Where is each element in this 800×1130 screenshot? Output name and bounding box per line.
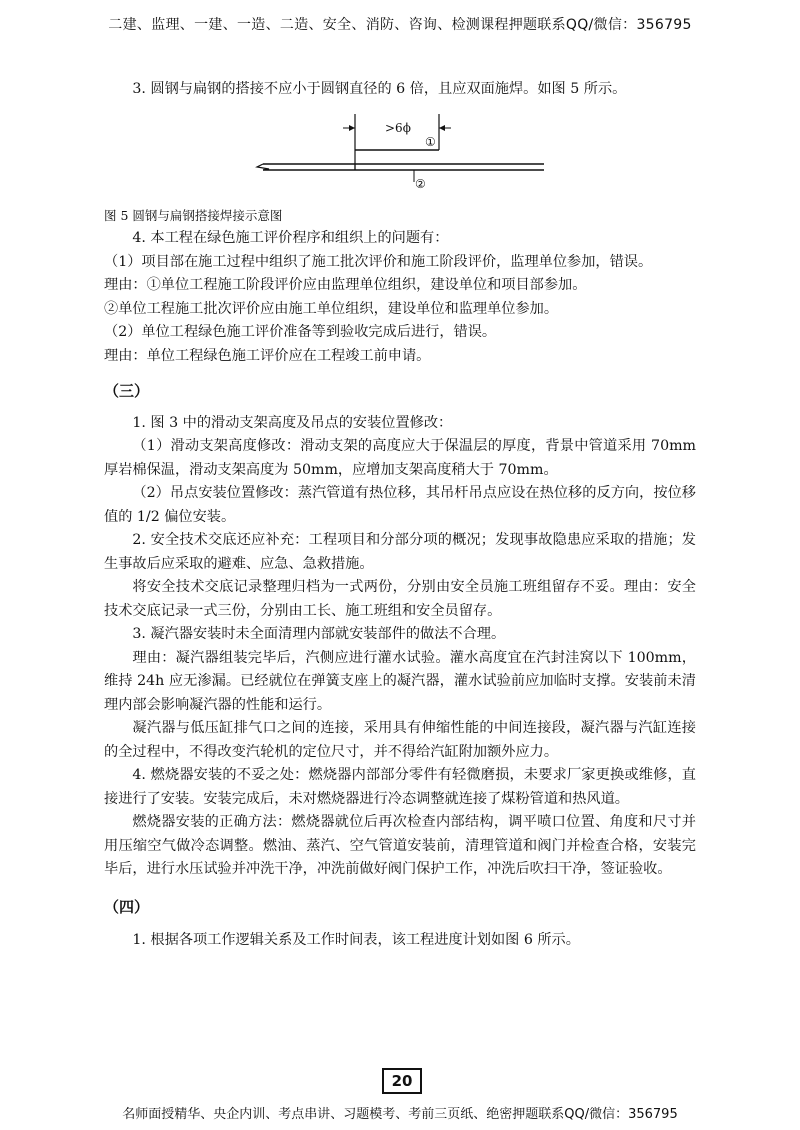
s3-q1b: （2）吊点安装位置修改：蒸汽管道有热位移，其吊杆吊点应设在热位移的反方向，按位移值的 1/2 偏位安装。 — [104, 485, 696, 525]
s3-q3b: 理由：凝汽器组装完毕后，汽侧应进行灌水试验。灌水高度宜在汽封洼窝以下 100mm，维持 24h 应无渗漏。已经就位在弹簧支座上的凝汽器，灌水试验前应加临时支撑。安装前未清理内部会影响凝汽器的性能和运行。 — [104, 649, 696, 713]
dimension-label: >6ϕ — [385, 120, 411, 135]
page-footer: 名师面授精华、央企内训、考点串讲、习题模考、考前三页纸、绝密押题联系QQ/微信：356795 — [122, 1107, 678, 1122]
s3-q3c: 凝汽器与低压缸排气口之间的连接，采用具有伸缩性能的中间连接段，凝汽器与汽缸连接的全过程中，不得改变汽轮机的定位尺寸，并不得给汽缸附加额外应力。 — [104, 720, 696, 760]
section-4-title: （四） — [104, 897, 150, 916]
figure-5 — [104, 108, 696, 204]
section-3-title: （三） — [104, 382, 150, 400]
figure-caption: 图 5 圆钢与扁钢搭接焊接示意图 — [104, 207, 283, 223]
marker-1: ① — [425, 134, 436, 149]
s3-q4: 4. 燃烧器安装的不妥之处：燃烧器内部部分零件有轻微磨损，未要求厂家更换或维修，直接进行了安装。安装完成后，未对燃烧器进行冷态调整就连接了煤粉管道和热风道。 — [104, 767, 696, 807]
s4-q1: 1. 根据各项工作逻辑关系及工作时间表，该工程进度计划如图 6 所示。 — [132, 932, 580, 948]
page-header: 二建、监理、一建、一造、二造、安全、消防、咨询、检测课程押题联系QQ/微信：356795 — [108, 17, 692, 33]
green-point-2: （2）单位工程绿色施工评价准备等到验收完成后进行，错误。 — [104, 324, 497, 340]
page-content — [104, 78, 696, 953]
s3-q1: 1. 图 3 中的滑动支架高度及吊点的安装位置修改： — [132, 414, 453, 431]
page-number: 20 — [382, 1068, 422, 1094]
s3-q2b: 将安全技术交底记录整理归档为一式两份，分别由安全员施工班组留存不妥。理由：安全技术交底记录一式三份，分别由工长、施工班组和安全员留存。 — [104, 579, 696, 619]
green-reason-2: ②单位工程施工批次评价应由施工单位组织，建设单位和监理单位参加。 — [104, 300, 559, 317]
s3-q4b: 燃烧器安装的正确方法：燃烧器就位后再次检查内部结构，调平喷口位置、角度和尺寸并用压缩空气做冷态调整。燃油、蒸汽、空气管道安装前，清理管道和阀门并检查合格，安装完毕后，进行水压试验并冲洗干净，冲洗前做好阀门保护工作，冲洗后吹扫干净，签证验收。 — [104, 814, 696, 877]
item-3-text: 3. 圆钢与扁钢的搭接不应小于圆钢直径的 6 倍，且应双面施焊。如图 5 所示。 — [132, 81, 627, 97]
marker-2: ② — [415, 176, 426, 191]
weld-diagram — [239, 108, 559, 204]
s3-q1a: （1）滑动支架高度修改：滑动支架的高度应大于保温层的厚度，背景中管道采用 70mm 厚岩棉保温，滑动支架高度为 50mm，应增加支架高度稍大于 70mm。 — [104, 438, 696, 478]
item-4-heading: 4. 本工程在绿色施工评价程序和组织上的问题有： — [132, 230, 449, 246]
s3-q3: 3. 凝汽器安装时未全面清理内部就安装部件的做法不合理。 — [132, 626, 506, 642]
green-reason-3: 理由：单位工程绿色施工评价应在工程竣工前申请。 — [104, 347, 431, 364]
green-reason-1: 理由：①单位工程施工阶段评价应由监理单位组织，建设单位和项目部参加。 — [104, 277, 587, 293]
s3-q2: 2. 安全技术交底还应补充：工程项目和分部分项的概况；发现事故隐患应采取的措施；发生事故后应采取的避难、应急、急救措施。 — [104, 532, 696, 572]
green-point-1: （1）项目部在施工过程中组织了施工批次评价和施工阶段评价，监理单位参加，错误。 — [104, 253, 653, 270]
